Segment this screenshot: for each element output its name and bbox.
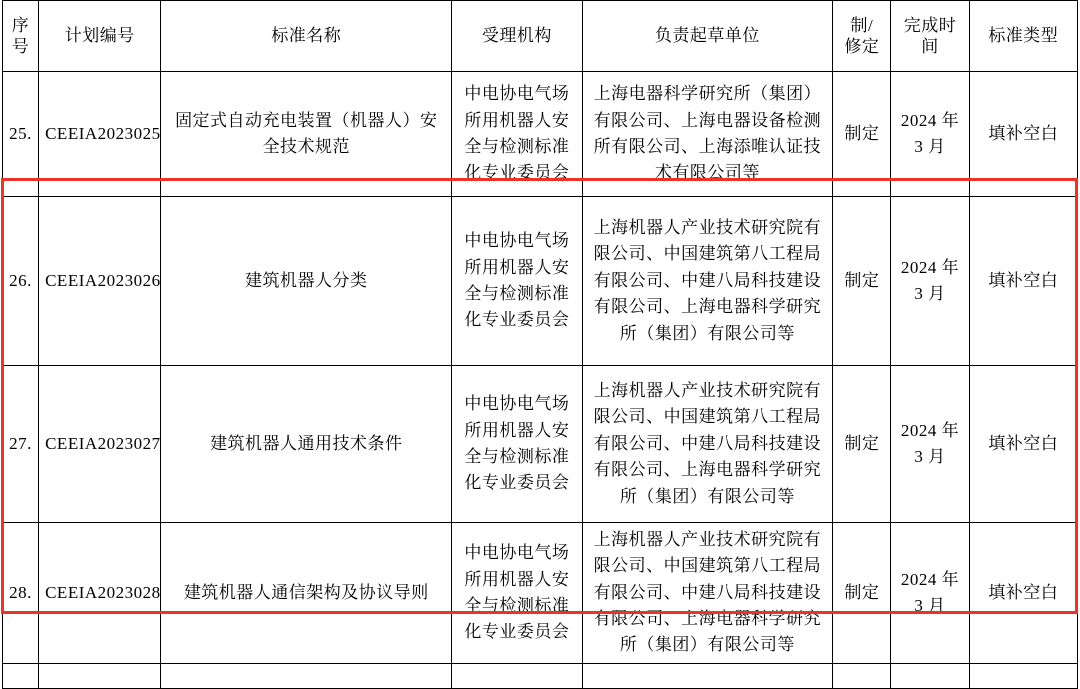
cell-unit: 上海机器人产业技术研究院有限公司、中国建筑第八工程局有限公司、中建八局科技建设有限公司、上海电器科学研究所（集团）有限公司等 xyxy=(582,523,833,664)
cell-name: 建筑机器人通信架构及协议导则 xyxy=(161,523,452,664)
cell-category: 填补空白 xyxy=(969,523,1077,664)
cell-unit: 上海机器人产业技术研究院有限公司、中国建筑第八工程局有限公司、中建八局科技建设有限公司、上海电器科学研究所（集团）有限公司等 xyxy=(582,366,833,523)
table-header xyxy=(3,1,1078,72)
header-cell-time xyxy=(891,1,969,72)
cell-type xyxy=(833,663,891,688)
header-cell-org: 受理机构 xyxy=(452,1,582,72)
cell-seq: 25. xyxy=(3,72,39,197)
cell-org: 中电协电气场所用机器人安全与检测标准化专业委员会 xyxy=(452,197,582,366)
cell-unit: 上海电器科学研究所（集团）有限公司、上海电器设备检测所有限公司、上海添唯认证技术有限公司等 xyxy=(582,72,833,197)
header-cell-name: 标准名称 xyxy=(161,1,452,72)
header-type-line2: 修定 xyxy=(844,37,880,56)
cell-code: CEEIA2023027 xyxy=(39,366,161,523)
cell-seq: 28. xyxy=(3,523,39,664)
cell-type: 制定 xyxy=(833,197,891,366)
standards-plan-table xyxy=(2,0,1078,689)
cell-time: 2024 年 3 月 xyxy=(891,366,969,523)
header-time-line2: 间 xyxy=(921,37,939,56)
table-row xyxy=(3,366,1078,523)
header-cell-type xyxy=(833,1,891,72)
header-cell-cat: 标准类型 xyxy=(969,1,1077,72)
header-seq-line2: 号 xyxy=(11,37,30,56)
table-row xyxy=(3,523,1078,664)
cell-code: CEEIA2023025 xyxy=(39,72,161,197)
cell-time: 2024 年 3 月 xyxy=(891,197,969,366)
header-cell-code: 计划编号 xyxy=(39,1,161,72)
cell-seq: 27. xyxy=(3,366,39,523)
cell-time: 2024 年 3 月 xyxy=(891,72,969,197)
table-row xyxy=(3,72,1078,197)
cell-unit xyxy=(582,663,833,688)
cell-category: 填补空白 xyxy=(969,197,1077,366)
header-cell-unit: 负责起草单位 xyxy=(582,1,833,72)
cell-org xyxy=(452,663,582,688)
cell-type: 制定 xyxy=(833,523,891,664)
cell-type: 制定 xyxy=(833,72,891,197)
cell-seq xyxy=(3,663,39,688)
cell-seq: 26. xyxy=(3,197,39,366)
cell-code: CEEIA2023028 xyxy=(39,523,161,664)
cell-type: 制定 xyxy=(833,366,891,523)
cell-category xyxy=(969,663,1077,688)
cell-org: 中电协电气场所用机器人安全与检测标准化专业委员会 xyxy=(452,366,582,523)
header-seq-line1: 序 xyxy=(11,15,30,35)
header-time-line1: 完成时 xyxy=(903,15,957,35)
cell-org: 中电协电气场所用机器人安全与检测标准化专业委员会 xyxy=(452,72,582,197)
cell-category: 填补空白 xyxy=(969,72,1077,197)
table-body xyxy=(3,72,1078,689)
cell-time: 2024 年 3 月 xyxy=(891,523,969,664)
cell-name: 固定式自动充电装置（机器人）安全技术规范 xyxy=(161,72,452,197)
cell-org: 中电协电气场所用机器人安全与检测标准化专业委员会 xyxy=(452,523,582,664)
header-cell-seq xyxy=(3,1,39,72)
cell-name xyxy=(161,663,452,688)
cell-name: 建筑机器人通用技术条件 xyxy=(161,366,452,523)
header-type-line1: 制/ xyxy=(850,15,874,35)
cell-code xyxy=(39,663,161,688)
cell-category: 填补空白 xyxy=(969,366,1077,523)
header-row xyxy=(3,1,1078,72)
cell-unit: 上海机器人产业技术研究院有限公司、中国建筑第八工程局有限公司、中建八局科技建设有限公司、上海电器科学研究所（集团）有限公司等 xyxy=(582,197,833,366)
table-row xyxy=(3,197,1078,366)
cell-name: 建筑机器人分类 xyxy=(161,197,452,366)
cell-time xyxy=(891,663,969,688)
table-row-partial xyxy=(3,663,1078,688)
cell-code: CEEIA2023026 xyxy=(39,197,161,366)
